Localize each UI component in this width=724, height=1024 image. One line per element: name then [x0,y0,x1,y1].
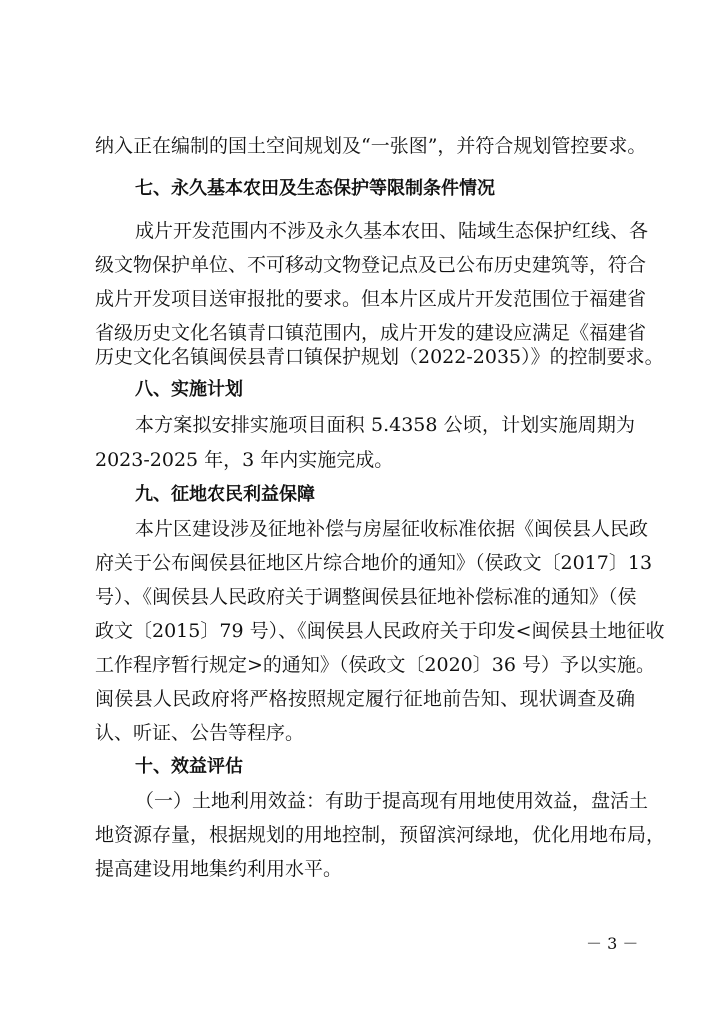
paragraph-line: 省级历史文化名镇青口镇范围内，成片开发的建设应满足《福建省 [95,322,647,344]
paragraph-line: 级文物保护单位、不可移动文物登记点及已公布历史建筑等，符合 [95,254,647,276]
paragraph-line: 成片开发项目送审报批的要求。但本片区成片开发范围位于福建省 [95,288,647,310]
paragraph-line: 认、听证、公告等程序。 [95,722,305,744]
paragraph-line: 2023-2025 年，3 年内实施完成。 [95,449,394,471]
paragraph-line: （一）土地利用效益：有助于提高现有用地使用效益，盘活土 [135,790,649,812]
section-heading: 七、永久基本农田及生态保护等限制条件情况 [135,178,495,199]
paragraph-line: 本方案拟安排实施项目面积 5.4358 公顷，计划实施周期为 [135,414,635,436]
paragraph-line: 号）、《闽侯县人民政府关于调整闽侯县征地补偿标准的通知》（侯 [95,586,637,608]
paragraph-line: 历史文化名镇闽侯县青口镇保护规划（2022-2035）》的控制要求。 [95,346,664,368]
paragraph-line: 纳入正在编制的国土空间规划及“一张图”，并符合规划管控要求。 [95,135,647,157]
paragraph-line: 闽侯县人民政府将严格按照规定履行征地前告知、现状调查及确 [95,688,635,710]
paragraph-line: 府关于公布闽侯县征地区片综合地价的通知》（侯政文〔2017〕13 [95,552,653,574]
section-heading: 十、效益评估 [135,756,243,777]
paragraph-line: 地资源存量，根据规划的用地控制，预留滨河绿地，优化用地布局， [95,824,666,846]
paragraph-line: 工作程序暂行规定>的通知》（侯政文〔2020〕36 号）予以实施。 [95,654,655,676]
page-number: － 3 － [586,934,639,953]
paragraph-line: 成片开发范围内不涉及永久基本农田、陆域生态保护红线、各 [135,220,649,242]
paragraph-line: 政文〔2015〕79 号）、《闽侯县人民政府关于印发<闽侯县土地征收 [95,620,665,642]
paragraph-line: 本片区建设涉及征地补偿与房屋征收标准依据《闽侯县人民政 [135,518,649,540]
section-heading: 八、实施计划 [135,379,243,400]
paragraph-line: 提高建设用地集约利用水平。 [95,858,343,880]
section-heading: 九、征地农民利益保障 [135,484,315,505]
